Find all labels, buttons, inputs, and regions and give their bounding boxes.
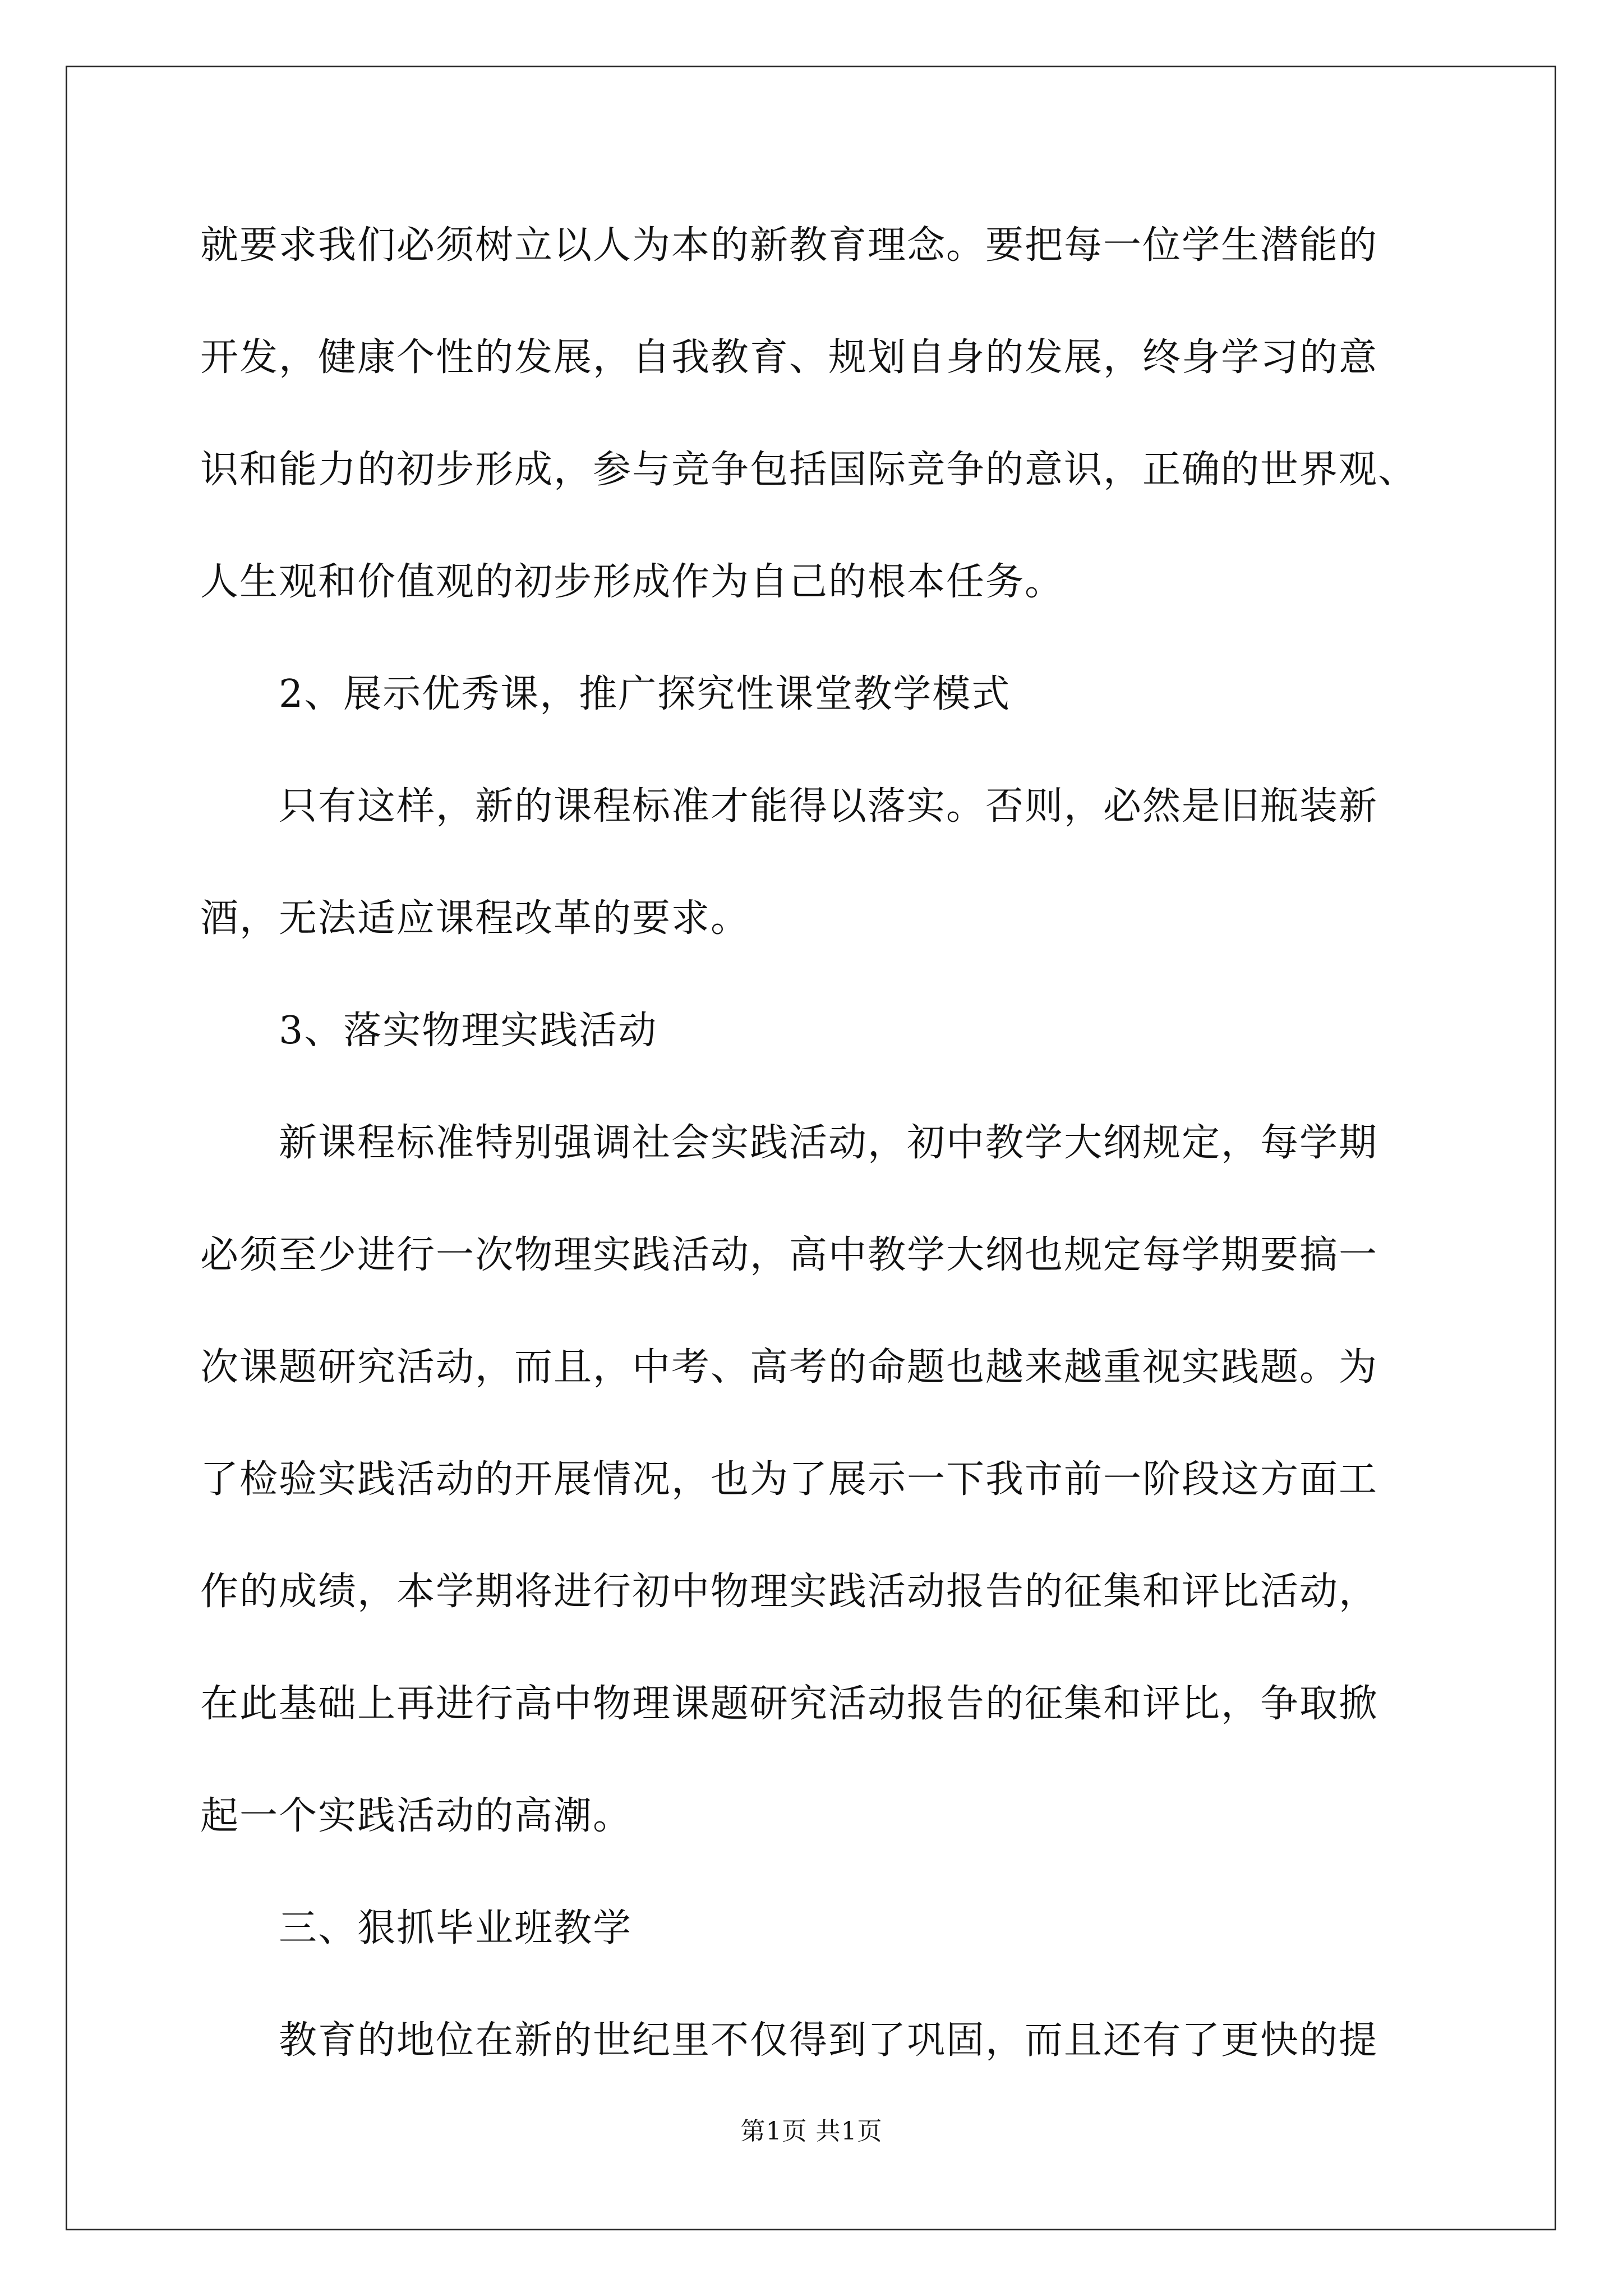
- body-line-4: 人生观和价值观的初步形成作为自己的根本任务。: [200, 560, 1064, 604]
- body-line-11: 次课题研究活动，而且，中考、高考的命题也越来越重视实践题。为: [200, 1345, 1378, 1389]
- body-line-9: 新课程标准特别强调社会实践活动，初中教学大纲规定，每学期: [279, 1121, 1378, 1165]
- body-line-2: 开发，健康个性的发展，自我教育、规划自身的发展，终身学习的意: [200, 335, 1378, 380]
- body-line-3: 识和能力的初步形成，参与竞争包括国际竞争的意识，正确的世界观、: [200, 448, 1418, 492]
- body-line-13: 作的成绩，本学期将进行初中物理实践活动报告的征集和评比活动，: [200, 1570, 1378, 1614]
- body-line-1: 就要求我们必须树立以人为本的新教育理念。要把每一位学生潜能的: [200, 223, 1378, 268]
- section-heading-2: 2、展示优秀课，推广探究性课堂教学模式: [279, 672, 1011, 716]
- section-heading-three: 三、狠抓毕业班教学: [279, 1906, 633, 1950]
- body-line-14: 在此基础上再进行高中物理课题研究活动报告的征集和评比，争取掀: [200, 1682, 1378, 1726]
- body-line-12: 了检验实践活动的开展情况，也为了展示一下我市前一阶段这方面工: [200, 1457, 1378, 1502]
- body-line-15: 起一个实践活动的高潮。: [200, 1794, 633, 1838]
- body-line-10: 必须至少进行一次物理实践活动，高中教学大纲也规定每学期要搞一: [200, 1233, 1378, 1277]
- page-number-footer: 第1页 共1页: [740, 2117, 883, 2146]
- section-heading-3: 3、落实物理实践活动: [279, 1009, 658, 1053]
- body-line-7: 酒，无法适应课程改革的要求。: [200, 896, 750, 941]
- body-line-6: 只有这样，新的课程标准才能得以落实。否则，必然是旧瓶装新: [279, 784, 1378, 829]
- body-line-17: 教育的地位在新的世纪里不仅得到了巩固，而且还有了更快的提: [279, 2018, 1378, 2063]
